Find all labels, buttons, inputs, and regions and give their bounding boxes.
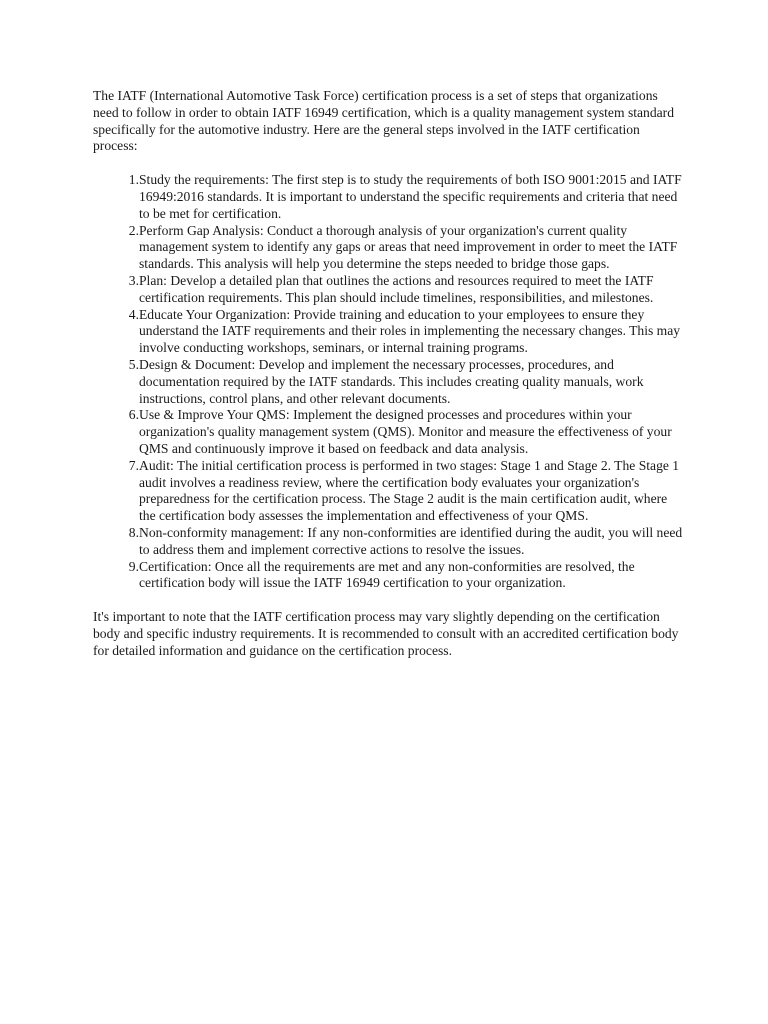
step-number: 9. <box>128 558 139 574</box>
outro-paragraph: It's important to note that the IATF certification process may vary slightly depending on the certification body and specific industry requirements. It is recommended to consult with an accredited certification body for detailed information and guidance on the certification process. <box>93 609 679 658</box>
list-item <box>93 307 683 357</box>
steps-list <box>93 172 683 592</box>
list-item <box>93 172 683 222</box>
list-item <box>93 357 683 407</box>
step-number: 8. <box>128 524 139 540</box>
step-text: Educate Your Organization: Provide training and education to your employees to ensure they understand the IATF requirements and their roles in implementing the necessary changes. This may involve conducting workshops, seminars, or internal training programs. <box>139 306 681 356</box>
step-text: Perform Gap Analysis: Conduct a thorough analysis of your organization's current quality management system to identify any gaps or areas that need improvement in order to meet the IATF standards. This analysis will help you determine the steps needed to bridge those gaps. <box>139 222 678 272</box>
intro-paragraph: The IATF (International Automotive Task Force) certification process is a set of steps that organizations need to follow in order to obtain IATF 16949 certification, which is a quality management system standard specifically for the automotive industry. Here are the general steps involved in the IATF certification process: <box>93 88 674 154</box>
step-text: Certification: Once all the requirements are met and any non-conformities are resolved, the certification body will issue the IATF 16949 certification to your organization. <box>139 558 635 591</box>
step-number: 1. <box>128 172 139 188</box>
list-item <box>93 407 683 457</box>
step-text: Plan: Develop a detailed plan that outlines the actions and resources required to meet the IATF certification requirements. This plan should include timelines, responsibilities, and milestones. <box>139 272 654 305</box>
step-text: Design & Document: Develop and implement the necessary processes, procedures, and documentation required by the IATF standards. This includes creating quality manuals, work instructions, control plans, and other relevant documents. <box>139 356 644 406</box>
step-number: 5. <box>128 356 139 372</box>
step-number: 7. <box>128 457 139 473</box>
list-item <box>93 458 683 525</box>
list-item <box>93 273 683 307</box>
step-text: Audit: The initial certification process is performed in two stages: Stage 1 and Stage 2. The Stage 1 audit involves a readiness review, where the certification body evaluates your organization's preparedness for the certification process. The Stage 2 audit is the main certification audit, where the certification body assesses the implementation and effectiveness of your QMS. <box>139 457 680 524</box>
step-number: 6. <box>128 407 139 423</box>
step-number: 4. <box>128 306 139 322</box>
step-text: Study the requirements: The first step is to study the requirements of both ISO 9001:2015 and IATF 16949:2016 standards. It is important to understand the specific requirements and criteria that need to be met for certification. <box>139 172 682 221</box>
step-number: 2. <box>128 222 139 238</box>
document-page <box>93 88 683 660</box>
step-text: Non-conformity management: If any non-conformities are identified during the audit, you will need to address them and implement corrective actions to resolve the issues. <box>139 524 683 557</box>
list-item <box>93 525 683 559</box>
list-item <box>93 223 683 273</box>
list-item <box>93 559 683 593</box>
step-text: Use & Improve Your QMS: Implement the designed processes and procedures within your organization's quality management system (QMS). Monitor and measure the effectiveness of your QMS and continuously improve it based on feedback and data analysis. <box>139 407 672 456</box>
step-number: 3. <box>128 272 139 288</box>
